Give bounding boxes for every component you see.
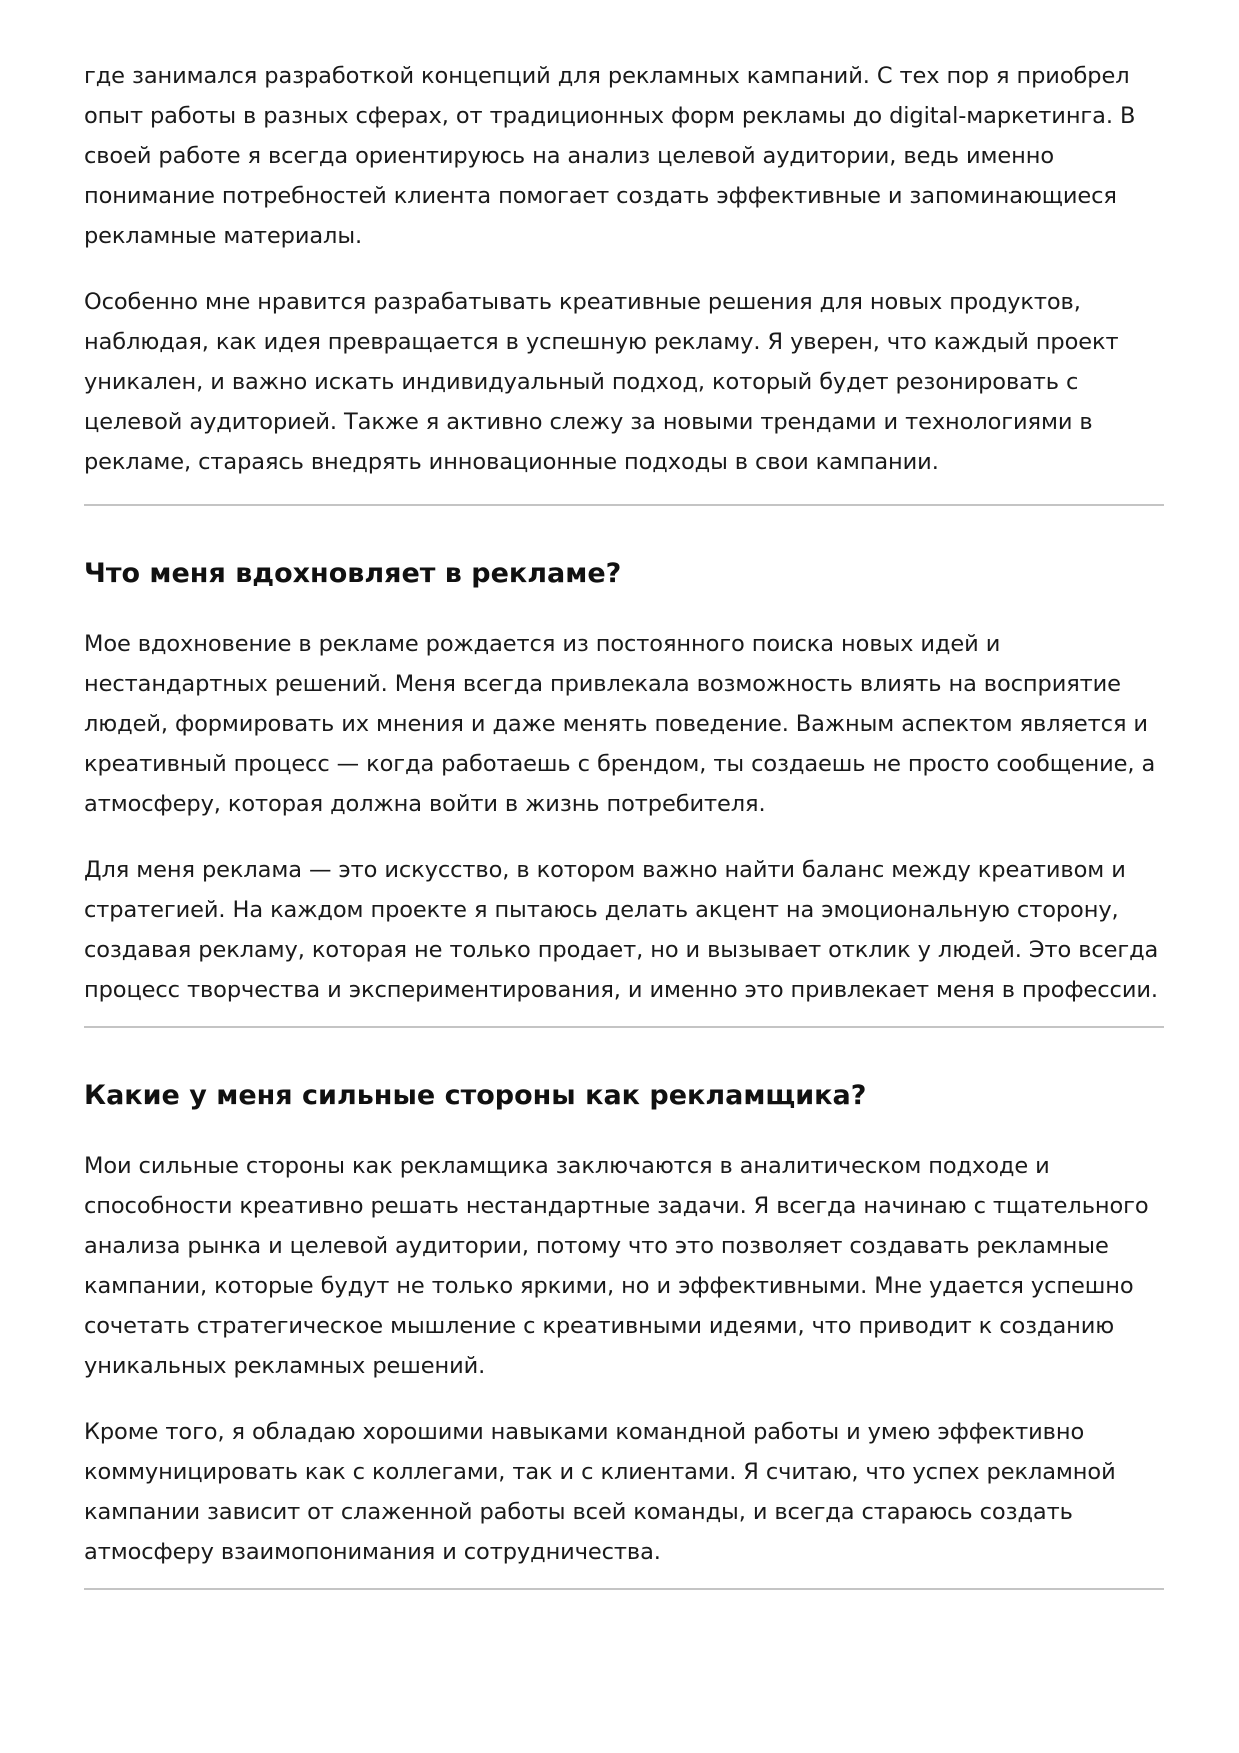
- section-paragraph: Мое вдохновение в рекламе рождается из постоянного поиска новых идей и нестандартных решений. Меня всегда привлекала возможность влиять на восприятие людей, формировать их мнения и даже менять поведение. Важным аспектом является и креативный процесс — когда работаешь с брендом, ты создаешь не просто сообщение, а атмосферу, которая должна войти в жизнь потребителя.: [84, 631, 1156, 817]
- intro-paragraph: где занимался разработкой концепций для рекламных кампаний. С тех пор я приобрел опыт работы в разных сферах, от традиционных форм рекламы до digital-маркетинга. В своей работе я всегда ориентируюсь на анализ целевой аудитории, ведь именно понимание потребностей клиента помогает создать эффективные и запоминающиеся рекламные материалы.: [84, 63, 1136, 249]
- section-heading: Что меня вдохновляет в рекламе?: [84, 558, 622, 589]
- section-paragraph: Для меня реклама — это искусство, в котором важно найти баланс между креативом и стратегией. На каждом проекте я пытаюсь делать акцент на эмоциональную сторону, создавая рекламу, которая не только продает, но и вызывает отклик у людей. Это всегда процесс творчества и экспериментирования, и именно это привлекает меня в профессии.: [84, 857, 1159, 1003]
- section-strengths: [84, 1028, 1164, 1572]
- section-heading: Какие у меня сильные стороны как рекламщика?: [84, 1080, 867, 1111]
- document-page: [84, 56, 1164, 1590]
- section-divider: [84, 1588, 1164, 1590]
- intro-paragraph: Особенно мне нравится разрабатывать креативные решения для новых продуктов, наблюдая, как идея превращается в успешную рекламу. Я уверен, что каждый проект уникален, и важно искать индивидуальный подход, который будет резонировать с целевой аудиторией. Также я активно слежу за новыми трендами и технологиями в рекламе, стараясь внедрять инновационные подходы в свои кампании.: [84, 289, 1119, 475]
- section-inspiration: [84, 506, 1164, 1010]
- section-paragraph: Мои сильные стороны как рекламщика заключаются в аналитическом подходе и способности креативно решать нестандартные задачи. Я всегда начинаю с тщательного анализа рынка и целевой аудитории, потому что это позволяет создавать рекламные кампании, которые будут не только яркими, но и эффективными. Мне удается успешно сочетать стратегическое мышление с креативными идеями, что приводит к созданию уникальных рекламных решений.: [84, 1153, 1149, 1379]
- intro-section: [84, 56, 1164, 482]
- section-paragraph: Кроме того, я обладаю хорошими навыками командной работы и умею эффективно коммуницировать как с коллегами, так и с клиентами. Я считаю, что успех рекламной кампании зависит от слаженной работы всей команды, и всегда стараюсь создать атмосферу взаимопонимания и сотрудничества.: [84, 1419, 1116, 1565]
